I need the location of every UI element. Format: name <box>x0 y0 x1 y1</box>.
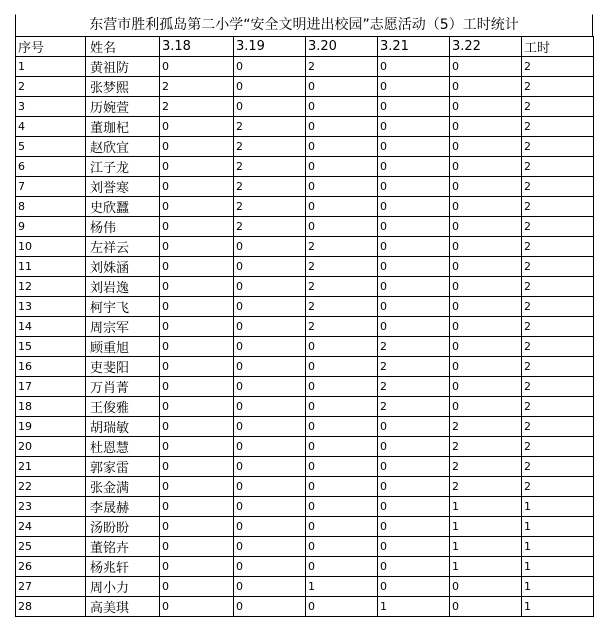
cell-3-19: 2 <box>234 117 306 137</box>
cell-name: 江子龙 <box>86 157 160 177</box>
cell-3-19: 0 <box>234 377 306 397</box>
cell-3-20: 0 <box>306 77 378 97</box>
cell-3-21: 0 <box>378 77 450 97</box>
cell-3-20: 2 <box>306 57 378 77</box>
cell-name: 史欣蠶 <box>86 197 160 217</box>
cell-3-18: 2 <box>160 97 234 117</box>
cell-3-21: 0 <box>378 557 450 577</box>
table-row <box>16 457 594 477</box>
cell-hours: 2 <box>522 177 594 197</box>
cell-3-19: 0 <box>234 517 306 537</box>
cell-3-21: 1 <box>378 597 450 617</box>
cell-3-18: 0 <box>160 417 234 437</box>
table-row <box>16 277 594 297</box>
cell-3-20: 2 <box>306 257 378 277</box>
table-row <box>16 377 594 397</box>
header-date-3-21: 3.21 <box>378 37 450 57</box>
table-row <box>16 437 594 457</box>
cell-index: 26 <box>16 557 86 577</box>
cell-3-20: 2 <box>306 277 378 297</box>
cell-3-18: 0 <box>160 297 234 317</box>
cell-3-20: 0 <box>306 157 378 177</box>
cell-hours: 2 <box>522 237 594 257</box>
table-row <box>16 177 594 197</box>
cell-3-18: 0 <box>160 177 234 197</box>
cell-hours: 1 <box>522 557 594 577</box>
cell-3-18: 0 <box>160 197 234 217</box>
cell-3-19: 0 <box>234 57 306 77</box>
cell-name: 赵欣宜 <box>86 137 160 157</box>
cell-3-22: 0 <box>450 57 522 77</box>
cell-hours: 2 <box>522 77 594 97</box>
cell-hours: 2 <box>522 417 594 437</box>
cell-3-18: 0 <box>160 357 234 377</box>
table-row <box>16 477 594 497</box>
cell-name: 周小力 <box>86 577 160 597</box>
cell-3-21: 0 <box>378 97 450 117</box>
cell-3-18: 0 <box>160 537 234 557</box>
cell-3-21: 0 <box>378 497 450 517</box>
cell-3-18: 0 <box>160 597 234 617</box>
cell-3-22: 0 <box>450 577 522 597</box>
sheet-title: 东营市胜利孤岛第二小学“安全文明进出校园”志愿活动（5）工时统计 <box>15 14 593 36</box>
cell-index: 27 <box>16 577 86 597</box>
cell-3-20: 0 <box>306 337 378 357</box>
cell-3-21: 2 <box>378 337 450 357</box>
cell-3-20: 2 <box>306 317 378 337</box>
cell-name: 吏斐阳 <box>86 357 160 377</box>
cell-3-18: 2 <box>160 77 234 97</box>
cell-3-18: 0 <box>160 437 234 457</box>
cell-3-22: 0 <box>450 137 522 157</box>
cell-3-21: 0 <box>378 477 450 497</box>
header-date-3-19: 3.19 <box>234 37 306 57</box>
cell-index: 19 <box>16 417 86 437</box>
cell-3-22: 1 <box>450 517 522 537</box>
cell-index: 4 <box>16 117 86 137</box>
cell-hours: 2 <box>522 97 594 117</box>
cell-3-22: 0 <box>450 217 522 237</box>
cell-index: 15 <box>16 337 86 357</box>
cell-name: 董珈杞 <box>86 117 160 137</box>
cell-name: 左祥云 <box>86 237 160 257</box>
table-row <box>16 57 594 77</box>
cell-3-19: 2 <box>234 157 306 177</box>
cell-3-21: 0 <box>378 577 450 597</box>
cell-3-21: 0 <box>378 117 450 137</box>
cell-3-22: 0 <box>450 77 522 97</box>
cell-index: 28 <box>16 597 86 617</box>
cell-3-20: 0 <box>306 197 378 217</box>
cell-3-22: 0 <box>450 117 522 137</box>
table-row <box>16 317 594 337</box>
cell-3-19: 0 <box>234 337 306 357</box>
table-row <box>16 117 594 137</box>
cell-3-20: 0 <box>306 497 378 517</box>
cell-index: 6 <box>16 157 86 177</box>
cell-3-21: 0 <box>378 437 450 457</box>
cell-index: 9 <box>16 217 86 237</box>
cell-index: 23 <box>16 497 86 517</box>
cell-name: 黄祖防 <box>86 57 160 77</box>
cell-3-21: 0 <box>378 297 450 317</box>
cell-3-22: 1 <box>450 557 522 577</box>
cell-3-22: 0 <box>450 237 522 257</box>
cell-3-21: 0 <box>378 537 450 557</box>
cell-3-22: 2 <box>450 417 522 437</box>
cell-3-22: 0 <box>450 397 522 417</box>
header-date-3-22: 3.22 <box>450 37 522 57</box>
cell-3-19: 0 <box>234 497 306 517</box>
cell-3-19: 0 <box>234 257 306 277</box>
cell-hours: 1 <box>522 537 594 557</box>
cell-3-19: 0 <box>234 477 306 497</box>
cell-3-18: 0 <box>160 517 234 537</box>
cell-hours: 2 <box>522 157 594 177</box>
table-row <box>16 337 594 357</box>
cell-3-21: 0 <box>378 517 450 537</box>
table-row <box>16 417 594 437</box>
cell-3-21: 0 <box>378 457 450 477</box>
header-index: 序号 <box>16 37 86 57</box>
header-row <box>16 37 594 57</box>
cell-3-18: 0 <box>160 557 234 577</box>
cell-hours: 2 <box>522 437 594 457</box>
header-date-3-18: 3.18 <box>160 37 234 57</box>
cell-hours: 1 <box>522 517 594 537</box>
cell-hours: 2 <box>522 337 594 357</box>
cell-index: 16 <box>16 357 86 377</box>
cell-3-21: 0 <box>378 417 450 437</box>
cell-3-22: 2 <box>450 457 522 477</box>
cell-3-22: 0 <box>450 337 522 357</box>
cell-3-22: 0 <box>450 377 522 397</box>
cell-3-18: 0 <box>160 57 234 77</box>
cell-3-18: 0 <box>160 277 234 297</box>
cell-index: 10 <box>16 237 86 257</box>
cell-3-22: 1 <box>450 497 522 517</box>
cell-3-21: 2 <box>378 357 450 377</box>
cell-3-21: 0 <box>378 177 450 197</box>
cell-3-18: 0 <box>160 457 234 477</box>
cell-index: 18 <box>16 397 86 417</box>
cell-3-21: 0 <box>378 137 450 157</box>
cell-hours: 2 <box>522 257 594 277</box>
cell-3-20: 0 <box>306 117 378 137</box>
cell-name: 张金满 <box>86 477 160 497</box>
cell-3-22: 0 <box>450 317 522 337</box>
cell-3-19: 0 <box>234 597 306 617</box>
cell-3-20: 2 <box>306 237 378 257</box>
cell-index: 25 <box>16 537 86 557</box>
cell-hours: 2 <box>522 217 594 237</box>
cell-3-19: 2 <box>234 137 306 157</box>
cell-index: 12 <box>16 277 86 297</box>
cell-hours: 2 <box>522 297 594 317</box>
cell-3-19: 0 <box>234 437 306 457</box>
cell-3-22: 0 <box>450 257 522 277</box>
cell-3-22: 2 <box>450 437 522 457</box>
cell-index: 22 <box>16 477 86 497</box>
cell-3-19: 0 <box>234 577 306 597</box>
cell-name: 董铭卉 <box>86 537 160 557</box>
cell-name: 周宗军 <box>86 317 160 337</box>
cell-3-22: 0 <box>450 357 522 377</box>
cell-index: 24 <box>16 517 86 537</box>
cell-3-22: 0 <box>450 97 522 117</box>
cell-hours: 2 <box>522 377 594 397</box>
cell-3-19: 0 <box>234 237 306 257</box>
cell-3-19: 0 <box>234 297 306 317</box>
cell-3-20: 0 <box>306 377 378 397</box>
table-row <box>16 237 594 257</box>
table-row <box>16 597 594 617</box>
cell-3-19: 0 <box>234 277 306 297</box>
cell-name: 郭家雷 <box>86 457 160 477</box>
table-row <box>16 397 594 417</box>
table-row <box>16 577 594 597</box>
cell-3-19: 2 <box>234 217 306 237</box>
table-row <box>16 517 594 537</box>
cell-3-20: 0 <box>306 537 378 557</box>
cell-3-20: 2 <box>306 297 378 317</box>
cell-index: 8 <box>16 197 86 217</box>
cell-3-21: 0 <box>378 277 450 297</box>
cell-3-21: 0 <box>378 57 450 77</box>
cell-3-22: 0 <box>450 157 522 177</box>
cell-name: 张梦熙 <box>86 77 160 97</box>
cell-3-18: 0 <box>160 157 234 177</box>
hours-table <box>15 36 594 617</box>
cell-index: 14 <box>16 317 86 337</box>
cell-index: 17 <box>16 377 86 397</box>
table-row <box>16 357 594 377</box>
cell-3-19: 2 <box>234 197 306 217</box>
cell-3-20: 0 <box>306 417 378 437</box>
cell-3-19: 0 <box>234 77 306 97</box>
cell-3-20: 0 <box>306 97 378 117</box>
cell-3-18: 0 <box>160 237 234 257</box>
cell-hours: 2 <box>522 397 594 417</box>
cell-3-22: 0 <box>450 277 522 297</box>
cell-3-21: 0 <box>378 317 450 337</box>
cell-3-20: 0 <box>306 597 378 617</box>
cell-3-19: 0 <box>234 457 306 477</box>
cell-3-21: 0 <box>378 237 450 257</box>
cell-hours: 1 <box>522 497 594 517</box>
cell-hours: 2 <box>522 317 594 337</box>
cell-name: 杨兆轩 <box>86 557 160 577</box>
cell-hours: 2 <box>522 477 594 497</box>
cell-3-18: 0 <box>160 217 234 237</box>
cell-index: 21 <box>16 457 86 477</box>
cell-hours: 2 <box>522 457 594 477</box>
cell-3-21: 0 <box>378 197 450 217</box>
cell-3-18: 0 <box>160 397 234 417</box>
cell-3-21: 2 <box>378 397 450 417</box>
cell-3-20: 0 <box>306 477 378 497</box>
cell-3-21: 0 <box>378 157 450 177</box>
cell-3-18: 0 <box>160 577 234 597</box>
cell-3-18: 0 <box>160 497 234 517</box>
cell-hours: 2 <box>522 137 594 157</box>
cell-3-18: 0 <box>160 257 234 277</box>
cell-3-21: 2 <box>378 377 450 397</box>
cell-3-22: 0 <box>450 297 522 317</box>
cell-index: 2 <box>16 77 86 97</box>
cell-3-22: 2 <box>450 477 522 497</box>
cell-hours: 2 <box>522 357 594 377</box>
table-row <box>16 257 594 277</box>
cell-3-19: 0 <box>234 97 306 117</box>
cell-3-20: 0 <box>306 137 378 157</box>
header-hours: 工时 <box>522 37 594 57</box>
cell-3-22: 0 <box>450 177 522 197</box>
cell-hours: 2 <box>522 117 594 137</box>
cell-3-20: 0 <box>306 397 378 417</box>
cell-3-18: 0 <box>160 137 234 157</box>
cell-3-19: 0 <box>234 537 306 557</box>
cell-3-20: 0 <box>306 557 378 577</box>
cell-name: 高美琪 <box>86 597 160 617</box>
cell-3-18: 0 <box>160 317 234 337</box>
table-row <box>16 157 594 177</box>
table-body <box>16 57 594 617</box>
cell-name: 历婉萱 <box>86 97 160 117</box>
cell-3-20: 0 <box>306 517 378 537</box>
cell-name: 刘岩逸 <box>86 277 160 297</box>
cell-name: 刘姝涵 <box>86 257 160 277</box>
table-row <box>16 137 594 157</box>
cell-3-18: 0 <box>160 337 234 357</box>
cell-3-20: 0 <box>306 437 378 457</box>
cell-3-19: 0 <box>234 317 306 337</box>
cell-name: 杨伟 <box>86 217 160 237</box>
cell-3-20: 0 <box>306 177 378 197</box>
cell-hours: 1 <box>522 577 594 597</box>
cell-3-21: 0 <box>378 257 450 277</box>
table-row <box>16 297 594 317</box>
header-name: 姓名 <box>86 37 160 57</box>
cell-name: 王俊雅 <box>86 397 160 417</box>
cell-3-21: 0 <box>378 217 450 237</box>
cell-3-22: 1 <box>450 537 522 557</box>
cell-3-20: 0 <box>306 457 378 477</box>
cell-name: 刘誉寒 <box>86 177 160 197</box>
cell-index: 5 <box>16 137 86 157</box>
table-row <box>16 537 594 557</box>
cell-hours: 1 <box>522 597 594 617</box>
cell-3-20: 1 <box>306 577 378 597</box>
cell-hours: 2 <box>522 277 594 297</box>
cell-index: 1 <box>16 57 86 77</box>
cell-index: 13 <box>16 297 86 317</box>
cell-hours: 2 <box>522 197 594 217</box>
cell-name: 万肖菁 <box>86 377 160 397</box>
cell-3-18: 0 <box>160 477 234 497</box>
cell-3-20: 0 <box>306 357 378 377</box>
cell-index: 11 <box>16 257 86 277</box>
cell-3-18: 0 <box>160 117 234 137</box>
cell-index: 20 <box>16 437 86 457</box>
cell-3-18: 0 <box>160 377 234 397</box>
cell-3-19: 0 <box>234 357 306 377</box>
cell-hours: 2 <box>522 57 594 77</box>
table-row <box>16 97 594 117</box>
cell-3-20: 0 <box>306 217 378 237</box>
cell-3-22: 0 <box>450 197 522 217</box>
table-row <box>16 557 594 577</box>
cell-name: 柯宇飞 <box>86 297 160 317</box>
cell-3-19: 2 <box>234 177 306 197</box>
cell-name: 胡瑞敏 <box>86 417 160 437</box>
cell-3-19: 0 <box>234 557 306 577</box>
cell-index: 7 <box>16 177 86 197</box>
cell-name: 杜恩慧 <box>86 437 160 457</box>
cell-3-19: 0 <box>234 417 306 437</box>
spreadsheet <box>15 14 593 617</box>
cell-name: 汤盼盼 <box>86 517 160 537</box>
header-date-3-20: 3.20 <box>306 37 378 57</box>
cell-3-19: 0 <box>234 397 306 417</box>
cell-3-22: 0 <box>450 597 522 617</box>
table-row <box>16 197 594 217</box>
cell-index: 3 <box>16 97 86 117</box>
cell-name: 李晟赫 <box>86 497 160 517</box>
table-row <box>16 217 594 237</box>
table-row <box>16 77 594 97</box>
cell-name: 顾重旭 <box>86 337 160 357</box>
table-row <box>16 497 594 517</box>
